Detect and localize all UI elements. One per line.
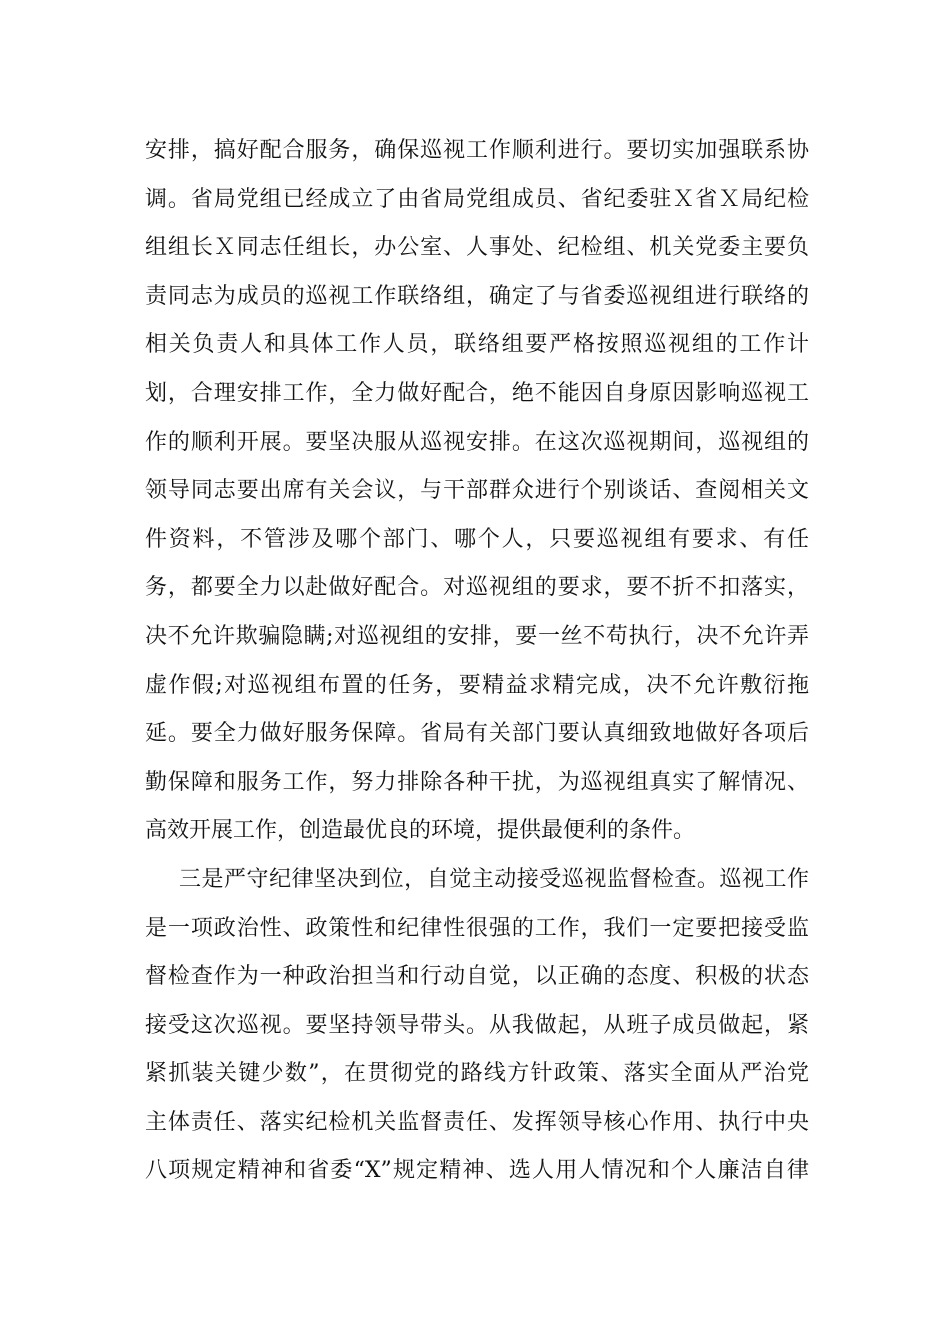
text-line: 相关负责人和具体工作人员，联络组要严格按照巡视组的工作计 xyxy=(145,332,809,358)
text-line: 件资料，不管涉及哪个部门、哪个人，只要巡视组有要求、有任 xyxy=(145,526,809,552)
text-line: 勤保障和服务工作，努力排除各种干扰，为巡视组真实了解情况、 xyxy=(145,769,809,795)
text-line: 紧抓装关键少数”，在贯彻党的路线方针政策、落实全面从严治党 xyxy=(145,1061,809,1087)
text-line: 决不允许欺骗隐瞒;对巡视组的安排，要一丝不苟执行，决不允许弄 xyxy=(145,623,809,649)
text-line: 三是严守纪律坚决到位，自觉主动接受巡视监督检查。巡视工作 xyxy=(179,866,809,892)
text-line: 务，都要全力以赴做好配合。对巡视组的要求，要不折不扣落实， xyxy=(145,575,809,601)
text-line: 组组长Ｘ同志任组长，办公室、人事处、纪检组、机关党委主要负 xyxy=(145,235,809,261)
text-line: 作的顺利开展。要坚决服从巡视安排。在这次巡视期间，巡视组的 xyxy=(145,429,809,455)
text-line: 八项规定精神和省委“X”规定精神、选人用人情况和个人廉洁自律 xyxy=(145,1158,809,1184)
text-line: 是一项政治性、政策性和纪律性很强的工作，我们一定要把接受监 xyxy=(145,915,809,941)
text-line: 主体责任、落实纪检机关监督责任、发挥领导核心作用、执行中央 xyxy=(145,1109,809,1135)
text-line: 督检查作为一种政治担当和行动自觉，以正确的态度、积极的状态 xyxy=(145,964,809,990)
text-line: 划，合理安排工作，全力做好配合，绝不能因自身原因影响巡视工 xyxy=(145,380,809,406)
text-line: 领导同志要出席有关会议，与干部群众进行个别谈话、查阅相关文 xyxy=(145,478,809,504)
text-line: 安排，搞好配合服务，确保巡视工作顺利进行。要切实加强联系协 xyxy=(145,138,809,163)
paragraph-2 xyxy=(145,856,809,1196)
text-line: 接受这次巡视。要坚持领导带头。从我做起，从班子成员做起，紧 xyxy=(145,1012,809,1038)
text-line: 调。省局党组已经成立了由省局党组成员、省纪委驻Ｘ省Ｘ局纪检 xyxy=(145,186,809,212)
text-line: 延。要全力做好服务保障。省局有关部门要认真细致地做好各项后 xyxy=(145,721,809,747)
text-line: 责同志为成员的巡视工作联络组，确定了与省委巡视组进行联络的 xyxy=(145,283,809,309)
paragraph-1 xyxy=(145,127,809,856)
text-line: 高效开展工作，创造最优良的环境，提供最便利的条件。 xyxy=(145,818,696,844)
text-line: 虚作假;对巡视组布置的任务，要精益求精完成，决不允许敷衍拖 xyxy=(145,672,809,698)
document-body xyxy=(145,127,809,1196)
